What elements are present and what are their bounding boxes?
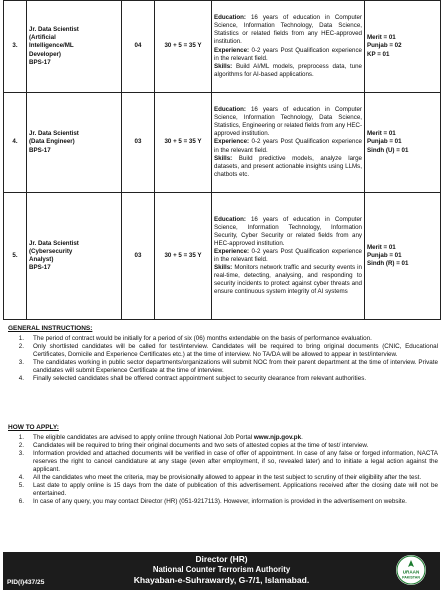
footer-banner [3,552,440,590]
job-row [4,93,441,193]
qualification: Education: 16 years of education in Computer Science, Information Technology, Information Security, Cyber Security or related fields from any HEC-approved institution. Experience: 0-2 years Post Qualification experience in the relevant field. Skills: Monitors network traffic and security events in real-time, detecting, analysing, and responding to security incidents to protect against cyber threats and ensure continuous system integrity of AI systems [212,193,365,320]
logo-text-bottom: PAKISTAN [402,575,420,580]
quota-distribution: Merit = 01 Punjab = 02 KP = 01 [365,1,441,93]
list-item: 2. Candidates will be required to bring their original documents and two sets of attested copies at the time of test/ interview. [18,442,369,449]
list-item: 4. Finally selected candidates shall be offered contract appointment subject to security clearance from relevant authorities. [18,375,367,382]
list-item: 3. The candidates working in public sector departments/organizations will submit NOC from their parent department at the time of interview. Private candidates will submit Experience Certificate at the time of interview. [18,359,438,374]
list-item: 4. All the candidates who meet the criteria, may be provisionally allowed to appear in the test subject to scrutiny of their eligibility after the test. [18,474,422,481]
number-of-posts: 03 [122,93,155,193]
qualification: Education: 16 years of education in Computer Science, Information Technology, Data Science, Statistics or related fields from any HEC-approved institution. Experience: 0-2 years Post Qualification experience in the relevant field. Skills: Build AI/ML models, preprocess data, tune algorithms for AI-based applications. [212,1,365,93]
post-name: Jr. Data Scientist (Data Engineer) BPS-17 [27,93,122,193]
post-name: Jr. Data Scientist (Cybersecurity Analyst) BPS-17 [27,193,122,320]
list-item: 3. Information provided and attached documents will be verified in case of offer of appointment. In case of any false or forged information, NACTA reserves the right to cancel candidature at any stage (even after employment, if so, revealed later) and to initiate a legal action against the applicant. [18,450,438,473]
pid-number: PID(I)437/25 [7,579,45,586]
quota-distribution: Merit = 01 Punjab = 01 Sindh (R) = 01 [365,193,441,320]
uraan-logo-icon [396,555,426,585]
how-to-apply [8,424,438,506]
footer-designation: Director (HR) [195,554,248,564]
how-to-apply-title: HOW TO APPLY: [8,424,59,431]
list-item: 2. Only shortlisted candidates will be called for test/interview. Candidates will be required to bring original documents (CNIC, Educational Certificates, Domicile and Experience Certificates etc.) at the time of interview. No TA/DA will be allowed to appear in test/interview. [18,343,438,358]
number-of-posts: 04 [122,1,155,93]
list-item: 6. In case of any query, you may contact Director (HR) (051-9217113). However, information is provided in the advertisement on website. [18,498,407,505]
uraan-pakistan-logo [396,555,426,585]
job-table [3,0,441,320]
footer-address [3,554,440,586]
serial-number: 5. [4,193,27,320]
job-row [4,193,441,320]
list-item: 1. The eligible candidates are advised to apply online through National Job Portal www.njp.gov.pk. [18,434,303,441]
list-item: 5. Last date to apply online is 15 days from the date of publication of this advertisement. Applications received after the closing date will not be entertained. [18,482,438,497]
logo-text-top: URAAN [402,569,420,575]
njp-portal-link[interactable]: www.njp.gov.pk [253,434,302,441]
job-row [4,1,441,93]
age-limit: 30 + 5 = 35 Y [155,1,212,93]
age-limit: 30 + 5 = 35 Y [155,193,212,320]
age-limit: 30 + 5 = 35 Y [155,93,212,193]
post-name: Jr. Data Scientist (Artificial Intelligence/ML Developer) BPS-17 [27,1,122,93]
number-of-posts: 03 [122,193,155,320]
qualification: Education: 16 years of education in Computer Science, Information Technology, Data Science, Statistics, Engineering or related fields from any HEC-approved institution. Experience: 0-2 years Post Qualification experience in the relevant field. Skills: Build predictive models, analyze large datasets, and present actionable insights using LLMs, chatbots etc. [212,93,365,193]
footer-location: Khayaban-e-Suhrawardy, G-7/1, Islamabad. [133,575,310,585]
general-instructions-title: GENERAL INSTRUCTIONS: [8,325,93,332]
serial-number: 4. [4,93,27,193]
footer-organization: National Counter Terrorism Authority [152,564,291,574]
general-instructions [8,325,438,383]
quota-distribution: Merit = 01 Punjab = 01 Sindh (U) = 01 [365,93,441,193]
list-item: 1. The period of contract would be initially for a period of six (06) months extendable on the basis of performance evaluation. [18,335,372,342]
serial-number: 3. [4,1,27,93]
